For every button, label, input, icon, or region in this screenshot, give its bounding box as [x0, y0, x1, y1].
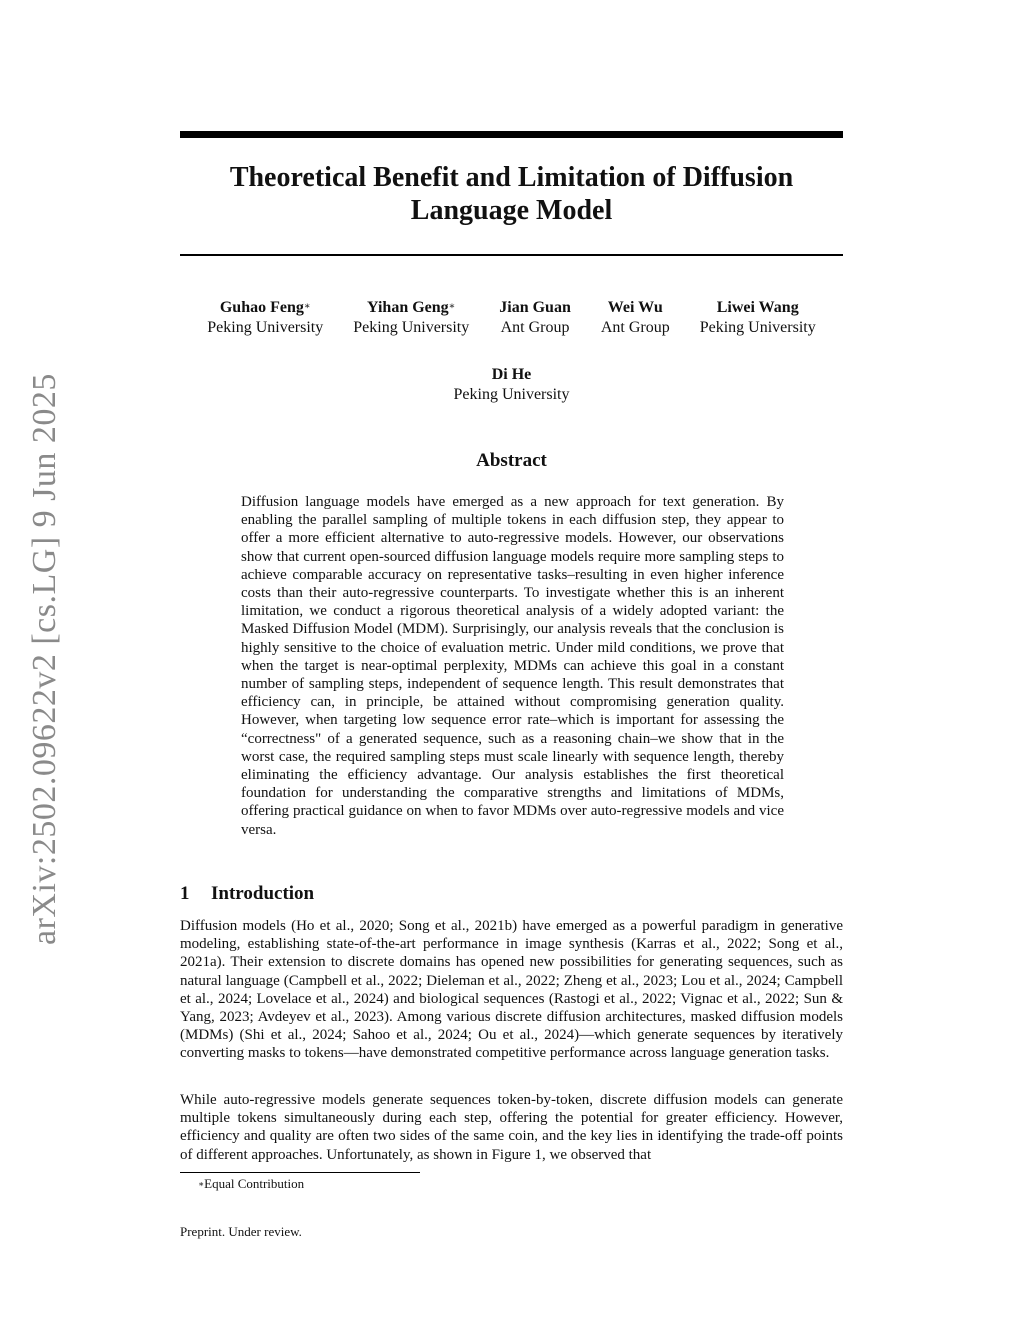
footnote-rule — [180, 1172, 420, 1173]
title-bottom-rule — [180, 254, 843, 256]
author-name: Wei Wu — [607, 299, 663, 316]
equal-contribution-mark: ∗ — [303, 301, 311, 312]
intro-paragraph-1: Diffusion models (Ho et al., 2020; Song et al., 2021b) have emerged as a powerful paradigm in generative modeling, establishing state-of-the-art performance in image synthesis (Karras et al., 2022; Song et al., 2021a). Their extension to discrete domains has opened new possibilities for generating sequences, such as natural language (Campbell et al., 2022; Dieleman et al., 2022; Zheng et al., 2023; Lou et al., 2024; Campbell et al., 2024; Lovelace et al., 2024) and biological sequences (Rastogi et al., 2022; Vignac et al., 2022; Sun & Yang, 2023; Avdeyev et al., 2023). Among various discrete diffusion architectures, masked diffusion models (MDMs) (Shi et al., 2024; Sahoo et al., 2024; Ou et al., 2024)—which generate sequences by iteratively converting masks to tokens—have demonstrated competitive performance across language generation tasks. — [180, 918, 843, 1062]
author-block — [601, 298, 670, 338]
author-list — [180, 298, 843, 338]
intro-paragraph-2: While auto-regressive models generate sequences token-by-token, discrete diffusion models can generate multiple tokens simultaneously during each step, offering the potential for greater efficiency. However, efficiency and quality are often two sides of the same coin, and the key lies in identifying the trade-off points of different approaches. Unfortunately, as shown in Figure 1, we observed that — [180, 1092, 843, 1163]
author-affiliation: Ant Group — [600, 319, 670, 336]
section-title: Introduction — [211, 883, 315, 904]
arxiv-identifier-stamp: arXiv:2502.09622v2 [cs.LG] 9 Jun 2025 — [26, 373, 63, 945]
preprint-note: Preprint. Under review. — [180, 1224, 302, 1239]
abstract-text: Diffusion language models have emerged as a new approach for text generation. By enabling the parallel sampling of multiple tokens in each diffusion step, they appear to offer a more efficient alternative to auto-regressive models. However, our observations show that current open-sourced diffusion language models require more sampling steps to achieve comparable accuracy on representative tasks–resulting in even higher inference costs than their auto-regressive counterparts. To investigate whether this is an inherent limitation, we conduct a rigorous theoretical analysis of a widely adopted variant: the Masked Diffusion Model (MDM). Surprisingly, our analysis reveals that the conclusion is highly sensitive to the choice of evaluation metric. Under mild conditions, we prove that when the target is near-optimal perplexity, MDMs can achieve this goal in a constant number of sampling steps, independent of sequence length. This result demonstrates that efficiency can, in principle, be attained without compromising generation quality. However, when targeting low sequence error rate–which is important for assessing the “correctness" of a generated sequence, such as a reasoning chain–we show that in the worst case, the required sampling steps must scale linearly with sequence length, thereby eliminating the efficiency advantage. Our analysis establishes the first theoretical foundation for understanding the comparative strengths and limitations of MDMs, offering practical guidance on when to favor MDMs over auto-regressive models and vice versa. — [241, 494, 784, 838]
author-block — [700, 298, 816, 338]
last-author-block — [180, 365, 843, 405]
author-block — [499, 298, 571, 338]
author-name: Jian Guan — [499, 299, 571, 316]
author-name: Liwei Wang — [716, 299, 799, 316]
section-heading-introduction — [180, 883, 843, 905]
footnote-text: Equal Contribution — [204, 1176, 305, 1191]
author-block — [353, 298, 469, 338]
abstract-heading: Abstract — [476, 450, 547, 471]
equal-contribution-mark: ∗ — [448, 301, 456, 312]
section-number: 1 — [180, 883, 190, 904]
paper-title — [180, 161, 843, 227]
footnote — [198, 1176, 304, 1192]
author-affiliation: Peking University — [699, 319, 816, 336]
paper-title-line-2: Language Model — [410, 195, 613, 226]
author-block — [207, 298, 323, 338]
author-affiliation: Ant Group — [500, 319, 570, 336]
author-affiliation: Peking University — [353, 319, 470, 336]
author-name: Guhao Feng — [219, 299, 304, 316]
title-top-rule — [180, 131, 843, 138]
author-name: Yihan Geng — [367, 299, 449, 316]
author-affiliation: Peking University — [453, 386, 570, 403]
author-affiliation: Peking University — [207, 319, 324, 336]
footnote-mark: ∗ — [198, 1179, 205, 1189]
paper-title-line-1: Theoretical Benefit and Limitation of Diffusion — [229, 162, 794, 193]
author-name: Di He — [491, 366, 532, 383]
